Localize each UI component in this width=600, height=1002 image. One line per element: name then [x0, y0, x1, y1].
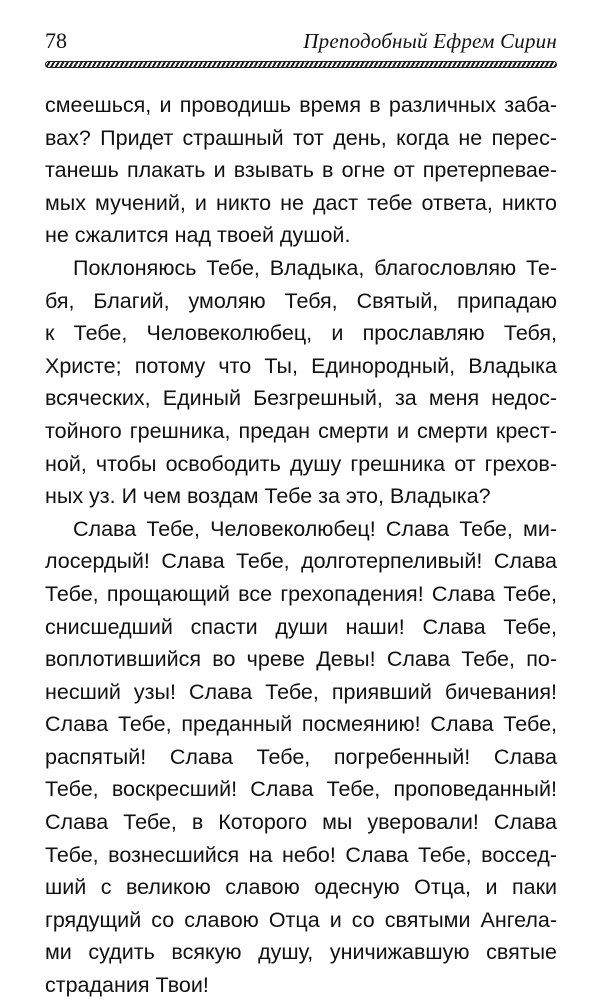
text-line: танешь плакать и взывать в огне от претерпевае-: [45, 158, 557, 183]
text-line: тойного грешника, предан смерти и смерти крест-: [45, 418, 557, 443]
text-line: Слава Тебе, преданный посмеянию! Слава Тебе,: [45, 712, 557, 737]
text-line: страдания Твои!: [45, 973, 209, 998]
text-line: мых мучений, и никто не даст тебе ответа, никто: [45, 190, 557, 215]
paragraph: [45, 89, 557, 252]
running-head: [45, 22, 557, 54]
text-line: к Тебе, Человеколюбец, и прославляю Тебя,: [45, 321, 557, 346]
running-title: Преподобный Ефрем Сирин: [303, 29, 557, 53]
paragraph: [45, 252, 557, 513]
text-line: распятый! Слава Тебе, погребенный! Слава: [45, 744, 557, 769]
text-line: ший с великою славою одесную Отца, и паки: [45, 875, 557, 900]
text-line: снисшедший спасти души наши! Слава Тебе,: [45, 614, 557, 639]
text-line: ных уз. И чем воздам Тебе за это, Владыка?: [45, 484, 491, 509]
decorative-rope-rule: [45, 61, 557, 68]
book-page: [45, 0, 557, 998]
text-line: смеешься, и проводишь время в различных заба-: [45, 93, 557, 117]
text-line: Поклоняюсь Тебе, Владыка, благословляю Те-: [73, 255, 557, 280]
text-line: Христе; потому что Ты, Единородный, Владыка: [45, 353, 557, 378]
text-line: всяческих, Единый Безгрешный, за меня недос-: [45, 386, 557, 411]
text-line: вах? Придет страшный тот день, когда не перес-: [45, 125, 557, 150]
text-line: Слава Тебе, в Которого мы уверовали! Слава: [45, 810, 557, 835]
text-line: ми судить всякую душу, уничижавшую святые: [45, 940, 557, 965]
text-line: лосердый! Слава Тебе, долготерпеливый! Слава: [45, 549, 557, 574]
text-line: ной, чтобы освободить душу грешника от грехов-: [45, 451, 557, 476]
text-line: несший узы! Слава Тебе, приявший бичевания!: [45, 679, 557, 704]
paragraph: [45, 513, 557, 1002]
text-line: Тебе, прощающий все грехопадения! Слава Тебе,: [45, 581, 557, 606]
text-line: не сжалится над твоей душой.: [45, 223, 351, 248]
text-line: бя, Благий, умоляю Тебя, Святый, припадаю: [45, 288, 557, 313]
text-line: Тебе, вознесшийся на небо! Слава Тебе, воссед-: [45, 842, 557, 867]
text-line: Тебе, воскресший! Слава Тебе, проповеданный!: [45, 777, 557, 802]
text-line: грядущий со славою Отца и со святыми Ангела-: [45, 907, 557, 932]
page-number: 78: [45, 28, 67, 53]
body-text: [45, 89, 557, 1002]
text-line: воплотившийся во чреве Девы! Слава Тебе, по-: [45, 647, 557, 672]
text-line: Слава Тебе, Человеколюбец! Слава Тебе, ми-: [73, 516, 557, 541]
